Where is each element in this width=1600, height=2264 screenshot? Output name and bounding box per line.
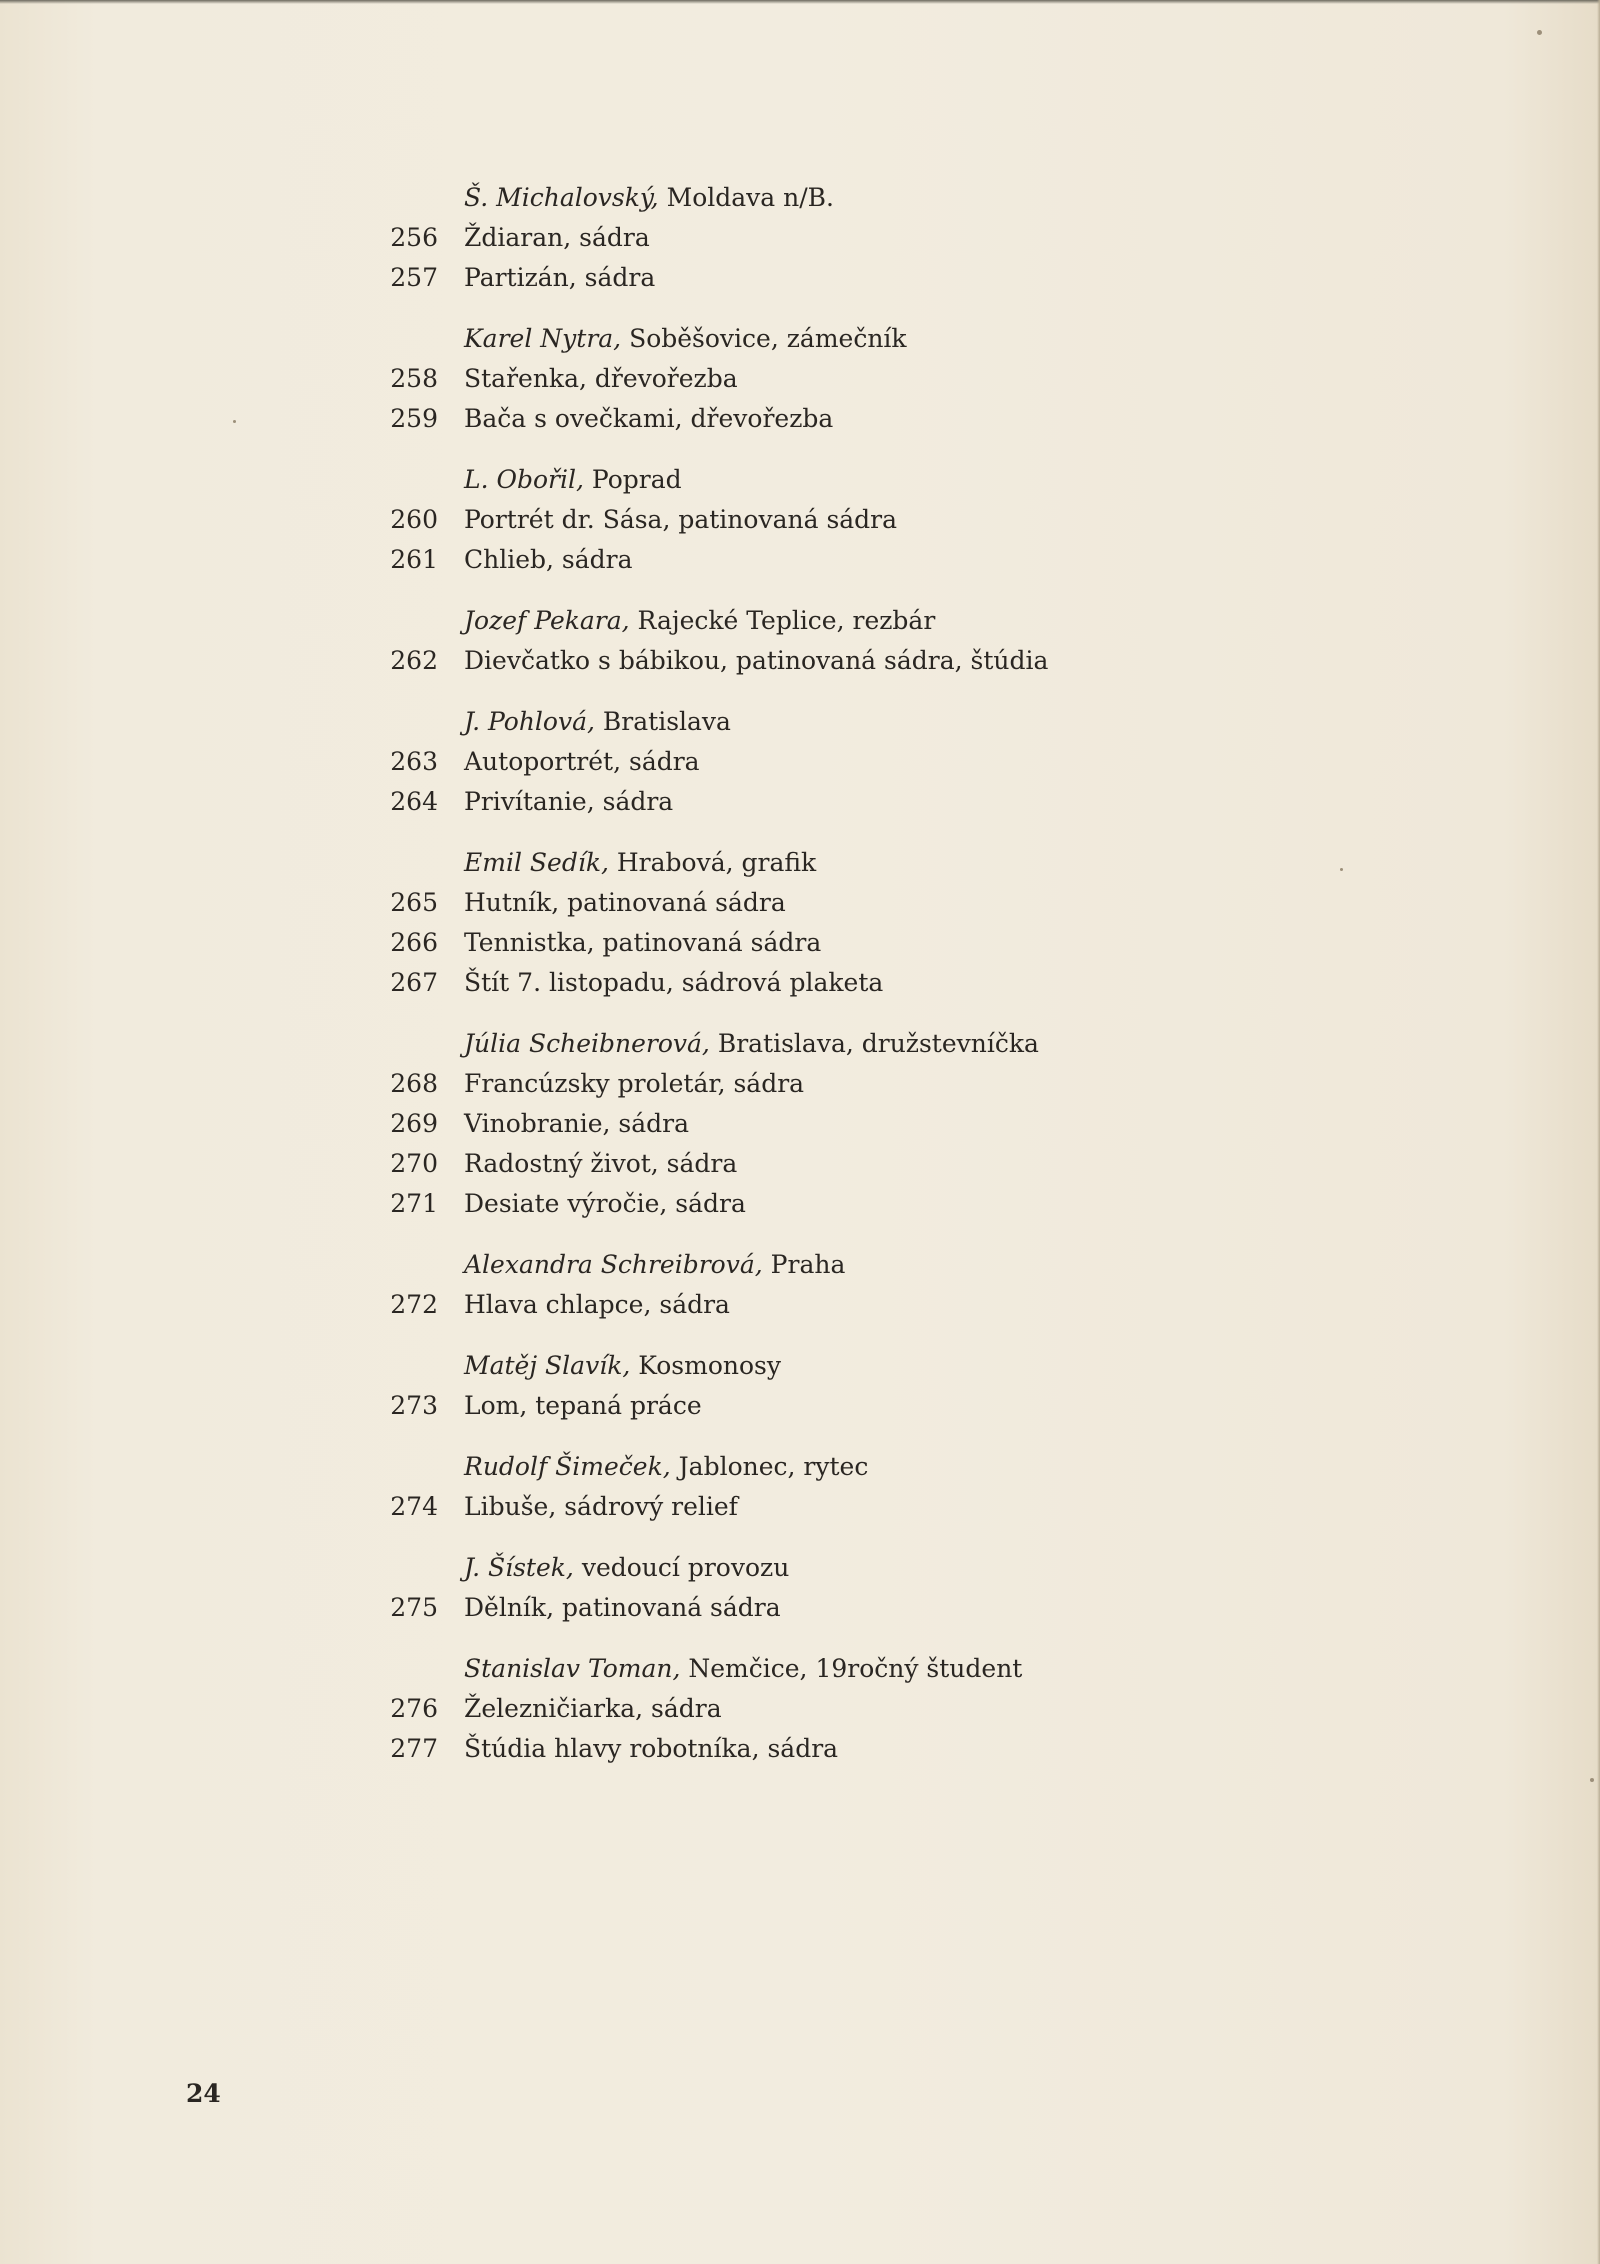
entry-title: Stařenka, dřevořezba xyxy=(464,364,738,393)
entry-number: 268 xyxy=(390,1069,438,1098)
artist-name: Stanislav Toman, xyxy=(464,1654,681,1683)
entry-title: Dělník, patinovaná sádra xyxy=(464,1593,781,1622)
catalog-entry xyxy=(380,1144,1380,1184)
scan-top-edge xyxy=(0,0,1600,4)
artist-heading xyxy=(380,702,1380,742)
entry-number: 269 xyxy=(390,1109,438,1138)
entry-title: Štít 7. listopadu, sádrová plaketa xyxy=(464,968,884,997)
entry-title: Hlava chlapce, sádra xyxy=(464,1290,730,1319)
artist-text xyxy=(464,1245,845,1285)
entry-number: 272 xyxy=(390,1290,438,1319)
entry-title: Desiate výročie, sádra xyxy=(464,1189,746,1218)
artist-heading xyxy=(380,319,1380,359)
entry-title: Radostný život, sádra xyxy=(464,1149,738,1178)
entry-title: Portrét dr. Sása, patinovaná sádra xyxy=(464,505,898,534)
artist-heading xyxy=(380,1346,1380,1386)
artist-text xyxy=(464,460,682,500)
artist-heading xyxy=(380,1649,1380,1689)
entry-title: Bača s ovečkami, dřevořezba xyxy=(464,404,834,433)
artist-heading xyxy=(380,178,1380,218)
artist-heading xyxy=(380,843,1380,883)
artist-heading xyxy=(380,1024,1380,1064)
catalog-entry xyxy=(380,1184,1380,1224)
catalog-entry xyxy=(380,923,1380,963)
catalog-entry xyxy=(380,1487,1380,1527)
entry-title: Lom, tepaná práce xyxy=(464,1391,702,1420)
entry-number: 267 xyxy=(390,968,438,997)
entry-number: 265 xyxy=(390,888,438,917)
entry-number: 277 xyxy=(390,1734,438,1763)
catalog-entry xyxy=(380,218,1380,258)
artist-info: Soběšovice, zámečník xyxy=(629,324,907,353)
artist-name: Júlia Scheibnerová, xyxy=(464,1029,710,1058)
artist-name: Š. Michalovský, xyxy=(464,183,659,212)
entry-number: 264 xyxy=(390,787,438,816)
artist-text xyxy=(464,1346,781,1386)
artist-info: Poprad xyxy=(591,465,682,494)
catalog-entry xyxy=(380,782,1380,822)
entry-number: 276 xyxy=(390,1694,438,1723)
artist-info: Jablonec, rytec xyxy=(678,1452,869,1481)
entry-title: Štúdia hlavy robotníka, sádra xyxy=(464,1734,839,1763)
artist-text xyxy=(464,178,834,218)
artist-info: Hrabová, grafik xyxy=(616,848,817,877)
artist-text xyxy=(464,1447,868,1487)
catalog-entry xyxy=(380,742,1380,782)
artist-info: Bratislava, družstevníčka xyxy=(717,1029,1039,1058)
entry-title: Libuše, sádrový relief xyxy=(464,1492,738,1521)
entry-number: 259 xyxy=(390,404,438,433)
catalog-entry xyxy=(380,1588,1380,1628)
artist-name: Matěj Slavík, xyxy=(464,1351,631,1380)
entry-title: Tennistka, patinovaná sádra xyxy=(464,928,822,957)
artist-text xyxy=(464,601,935,641)
entry-title: Francúzsky proletár, sádra xyxy=(464,1069,805,1098)
catalog-entry xyxy=(380,1386,1380,1426)
artist-text xyxy=(464,1649,1022,1689)
catalog-entry xyxy=(380,359,1380,399)
artist-info: Praha xyxy=(770,1250,846,1279)
catalog-entry xyxy=(380,883,1380,923)
artist-name: J. Pohlová, xyxy=(464,707,595,736)
entry-title: Hutník, patinovaná sádra xyxy=(464,888,786,917)
catalog-list xyxy=(380,178,1380,1769)
catalog-entry xyxy=(380,641,1380,681)
entry-title: Ždiaran, sádra xyxy=(464,223,650,252)
entry-number: 270 xyxy=(390,1149,438,1178)
artist-heading xyxy=(380,1447,1380,1487)
artist-name: Karel Nytra, xyxy=(464,324,622,353)
catalog-entry xyxy=(380,1064,1380,1104)
artist-heading xyxy=(380,1548,1380,1588)
entry-number: 262 xyxy=(390,646,438,675)
paper-speck xyxy=(233,420,236,423)
catalog-entry xyxy=(380,540,1380,580)
entry-title: Privítanie, sádra xyxy=(464,787,674,816)
entry-title: Autoportrét, sádra xyxy=(464,747,700,776)
artist-info: Rajecké Teplice, rezbár xyxy=(637,606,936,635)
artist-text xyxy=(464,1548,789,1588)
page-number: 24 xyxy=(186,2079,221,2108)
entry-number: 256 xyxy=(390,223,438,252)
artist-text xyxy=(464,319,907,359)
artist-info: vedoucí provozu xyxy=(581,1553,790,1582)
catalog-entry xyxy=(380,1729,1380,1769)
artist-name: Emil Sedík, xyxy=(464,848,609,877)
entry-title: Partizán, sádra xyxy=(464,263,656,292)
catalog-entry xyxy=(380,399,1380,439)
artist-heading xyxy=(380,601,1380,641)
artist-heading xyxy=(380,1245,1380,1285)
entry-number: 261 xyxy=(390,545,438,574)
artist-name: J. Šístek, xyxy=(464,1553,574,1582)
entry-number: 260 xyxy=(390,505,438,534)
entry-title: Vinobranie, sádra xyxy=(464,1109,689,1138)
entry-number: 257 xyxy=(390,263,438,292)
entry-number: 263 xyxy=(390,747,438,776)
catalog-entry xyxy=(380,1285,1380,1325)
entry-title: Chlieb, sádra xyxy=(464,545,633,574)
catalog-entry xyxy=(380,963,1380,1003)
entry-number: 274 xyxy=(390,1492,438,1521)
entry-number: 275 xyxy=(390,1593,438,1622)
entry-number: 266 xyxy=(390,928,438,957)
artist-name: Alexandra Schreibrová, xyxy=(464,1250,763,1279)
paper-speck xyxy=(1537,30,1542,35)
artist-name: Rudolf Šimeček, xyxy=(464,1452,671,1481)
artist-name: L. Obořil, xyxy=(464,465,584,494)
entry-number: 258 xyxy=(390,364,438,393)
artist-text xyxy=(464,1024,1039,1064)
artist-info: Kosmonosy xyxy=(638,1351,781,1380)
entry-number: 273 xyxy=(390,1391,438,1420)
entry-title: Dievčatko s bábikou, patinovaná sádra, štúdia xyxy=(464,646,1049,675)
artist-name: Jozef Pekara, xyxy=(464,606,630,635)
catalog-entry xyxy=(380,258,1380,298)
artist-text xyxy=(464,702,731,742)
artist-text xyxy=(464,843,816,883)
entry-number: 271 xyxy=(390,1189,438,1218)
artist-info: Bratislava xyxy=(602,707,731,736)
catalog-entry xyxy=(380,1689,1380,1729)
artist-heading xyxy=(380,460,1380,500)
entry-title: Železničiarka, sádra xyxy=(464,1694,722,1723)
artist-info: Moldava n/B. xyxy=(666,183,834,212)
catalog-entry xyxy=(380,500,1380,540)
artist-info: Nemčice, 19ročný študent xyxy=(688,1654,1023,1683)
paper-speck xyxy=(1590,1778,1594,1782)
catalog-entry xyxy=(380,1104,1380,1144)
